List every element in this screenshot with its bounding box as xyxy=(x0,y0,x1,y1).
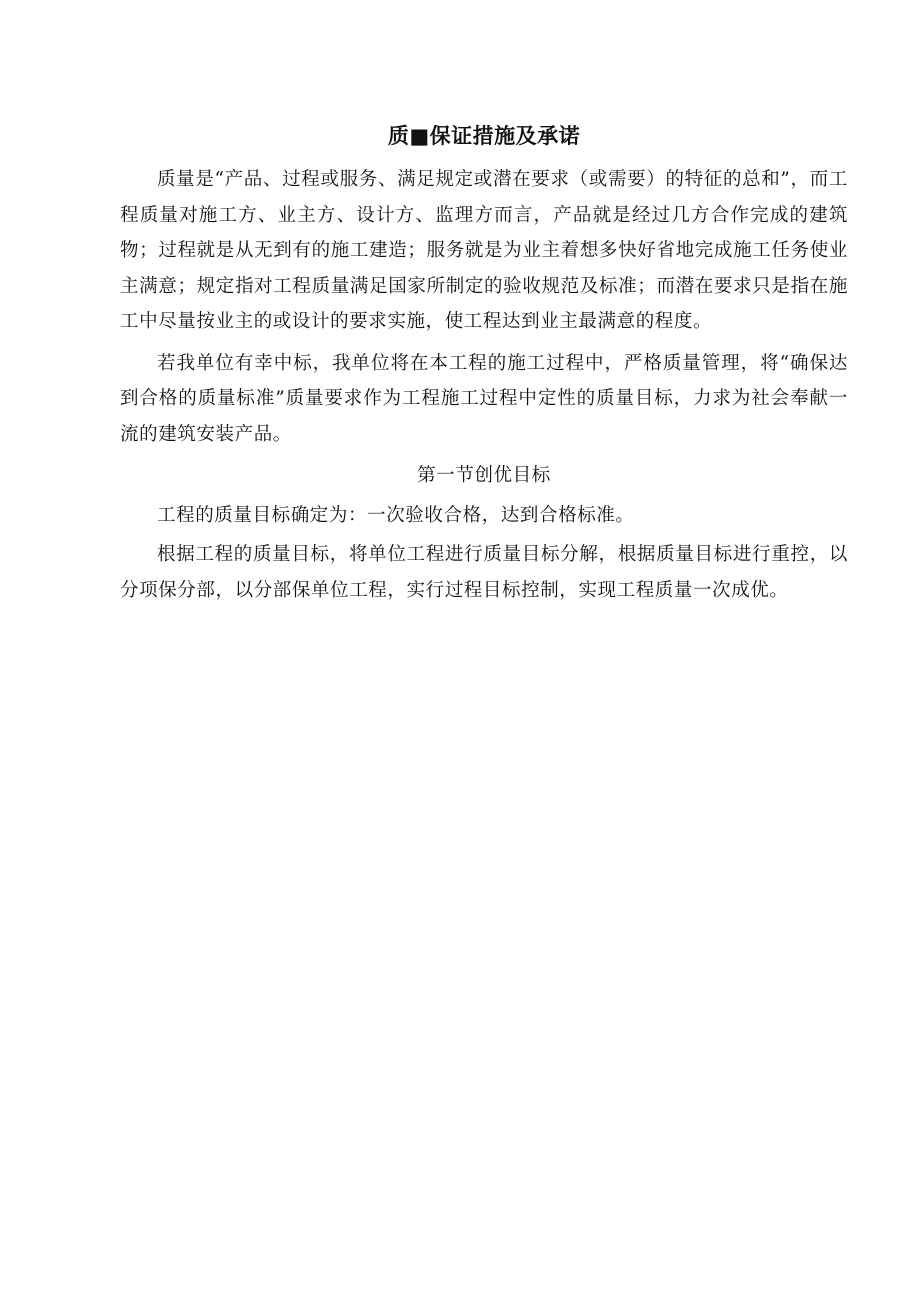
paragraph-quality-definition: 质量是“产品、过程或服务、满足规定或潜在要求（或需要）的特征的总和”，而工程质量对施工方、业主方、设计方、监理方而言，产品就是经过几方合作完成的建筑物；过程就是从无到有的施工建造；服务就是为业主着想多快好省地完成施工任务使业主满意；规定指对工程质量满足国家所制定的验收规范及标准；而潜在要求只是指在施工中尽量按业主的或设计的要求实施，使工程达到业主最满意的程度。 xyxy=(120,169,848,332)
document-title: 质■保证措施及承诺 xyxy=(387,124,581,148)
section-heading: 第一节创优目标 xyxy=(417,465,551,486)
paragraph-commitment: 若我单位有幸中标，我单位将在本工程的施工过程中，严格质量管理，将“确保达到合格的质量标准”质量要求作为工程施工过程中定性的质量目标，力求为社会奉献一流的建筑安装产品。 xyxy=(120,352,848,445)
paragraph-target-decomposition: 根据工程的质量目标，将单位工程进行质量目标分解，根据质量目标进行重控，以分项保分部，以分部保单位工程，实行过程目标控制，实现工程质量一次成优。 xyxy=(120,544,848,601)
paragraph-quality-target: 工程的质量目标确定为：一次验收合格，达到合格标准。 xyxy=(157,504,635,526)
document-page xyxy=(120,118,848,614)
